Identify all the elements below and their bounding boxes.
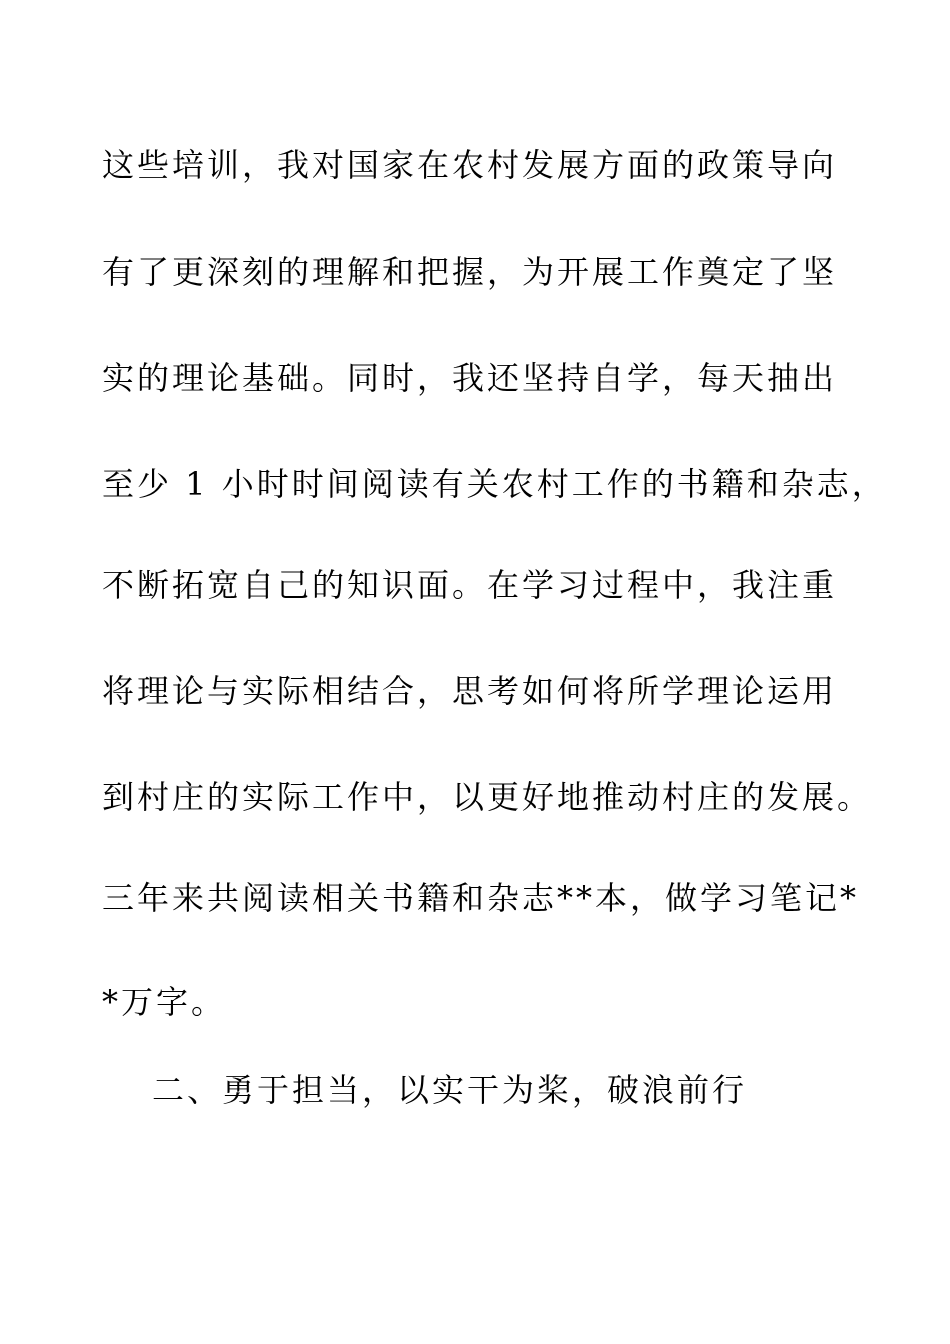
page-header-source-note (0, 90, 950, 108)
paragraph-line: 实的理论基础。同时，我还坚持自学，每天抽出 (102, 359, 838, 397)
paragraph-line: 有了更深刻的理解和把握，为开展工作奠定了坚 (102, 253, 838, 291)
paragraph-line: 这些培训，我对国家在农村发展方面的政策导向 (102, 146, 838, 184)
page-footer-source-note (0, 1240, 950, 1258)
paragraph-line: *万字。 (102, 983, 227, 1021)
section-heading: 二、勇于担当，以实干为桨，破浪前行 (152, 1071, 748, 1109)
paragraph-line: 将理论与实际相结合，思考如何将所学理论运用 (102, 672, 838, 710)
paragraph-line: 三年来共阅读相关书籍和杂志**本，做学习笔记* (102, 879, 860, 917)
paragraph-line: 不断拓宽自己的知识面。在学习过程中，我注重 (102, 566, 838, 604)
paragraph-line: 到村庄的实际工作中，以更好地推动村庄的发展。 (102, 778, 873, 816)
paragraph-line: 至少 1 小时时间阅读有关农村工作的书籍和杂志， (102, 465, 887, 503)
